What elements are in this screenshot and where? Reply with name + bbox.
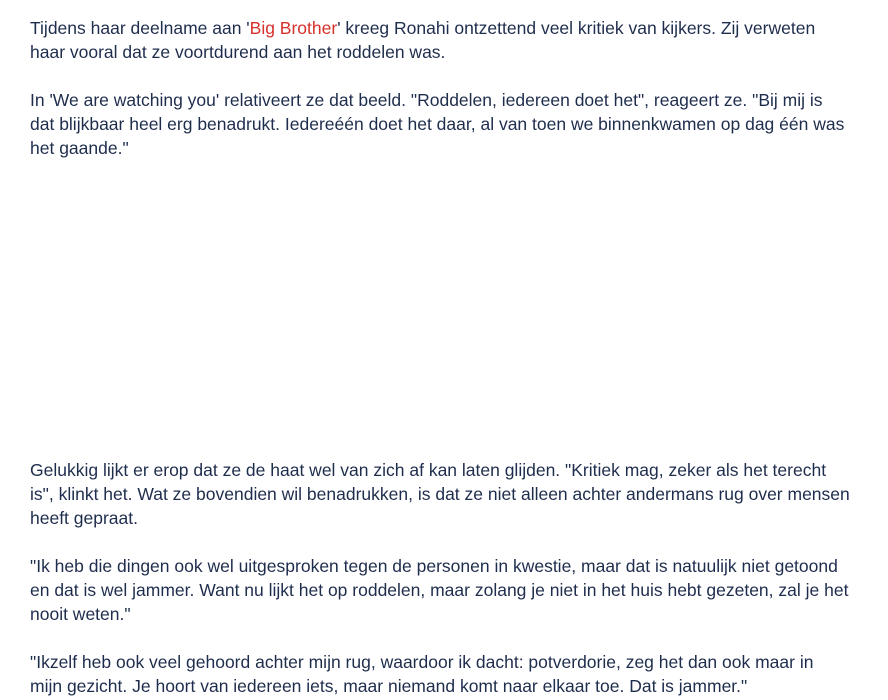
embedded-media-placeholder [30,170,850,440]
paragraph-gezicht: "Ikzelf heb ook veel gehoord achter mijn rug, waardoor ik dacht: potverdorie, zeg het dan ook maar in mijn gezicht. Je hoort van iedereen iets, maar niemand komt naar elkaar toe. Dat is jammer." [30,652,814,696]
big-brother-link[interactable]: Big Brother [249,18,338,38]
paragraph-intro-before: Tijdens haar deelname aan ' [30,18,250,38]
paragraph-intro-after: ' kreeg Ronahi ontzettend veel kritiek van kijkers. Zij verweten haar vooral dat ze voortdurend aan het roddelen was. [30,18,816,62]
paragraph-intro [30,16,850,64]
paragraph-relativeert: In 'We are watching you' relativeert ze dat beeld. "Roddelen, iedereen doet het", reageert ze. "Bij mij is dat blijkbaar heel erg benadrukt. Iedereéén doet het daar, al van toen we binnenkwamen op dag één was het gaande." [30,90,845,158]
paragraph-uitgesproken: "Ik heb die dingen ook wel uitgesproken tegen de personen in kwestie, maar dat is natuulijk niet getoond en dat is wel jammer. Want nu lijkt het op roddelen, maar zolang je niet in het huis hebt gezeten, zal je het nooit weten." [30,556,849,624]
paragraph-kritiek: Gelukkig lijkt er erop dat ze de haat wel van zich af kan laten glijden. "Kritiek mag, zeker als het terecht is", klinkt het. Wat ze bovendien wil benadrukken, is dat ze niet alleen achter andermans rug over mensen heeft gepraat. [30,460,850,528]
